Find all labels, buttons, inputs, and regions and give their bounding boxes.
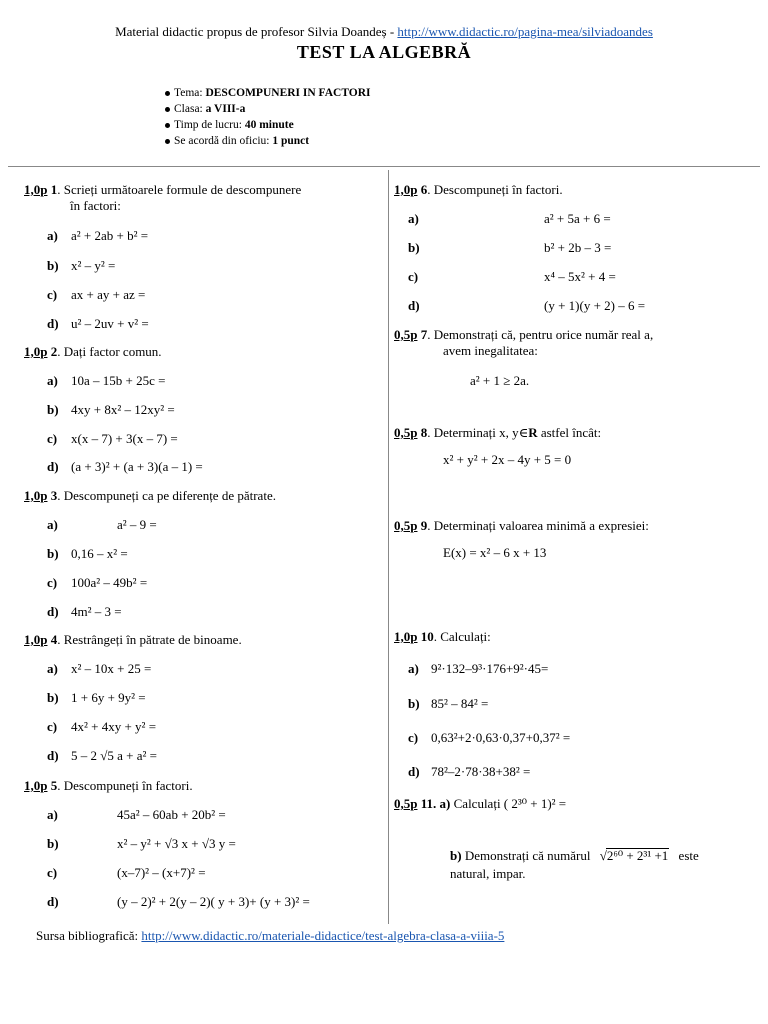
bullet-icon: [165, 91, 170, 96]
item-label: c): [408, 730, 419, 745]
item-label: c): [47, 287, 58, 302]
expression: x² – y² =: [71, 258, 116, 273]
info-class: Clasa: a VIII-a: [165, 103, 245, 115]
column-divider: [388, 170, 389, 924]
item-label: a): [408, 211, 419, 226]
question-7-line2: avem inegalitatea:: [443, 343, 538, 358]
expression: b² + 2b – 3 =: [544, 240, 612, 255]
item-label: d): [47, 748, 59, 763]
question-8: 0,5p 8. Determinați x, y∈R astfel încât:: [394, 425, 602, 440]
expression: a² – 9 =: [117, 517, 157, 532]
item-label: b): [408, 696, 420, 711]
expression: x² – y² + √3 x + √3 y =: [117, 836, 236, 851]
question-5: 1,0p 5. Descompuneți în factori.: [24, 778, 193, 793]
expression: (y + 1)(y + 2) – 6 =: [544, 298, 646, 313]
expression-e: E(x) = x² – 6 x + 13: [443, 545, 547, 560]
equation: x² + y² + 2x – 4y + 5 = 0: [443, 452, 572, 467]
item-label: c): [47, 575, 58, 590]
item-label: d): [47, 604, 59, 619]
item-label: b): [47, 402, 59, 417]
inequality: a² + 1 ≥ 2a.: [470, 373, 530, 388]
item-label: d): [47, 894, 59, 909]
expression: x⁴ – 5x² + 4 =: [544, 269, 616, 284]
question-7: 0,5p 7. Demonstrați că, pentru orice număr real a,: [394, 327, 654, 342]
radicand: 2⁶⁰ + 2³¹ +1: [606, 848, 669, 863]
item-label: a): [408, 661, 419, 676]
expression: 5 – 2 √5 a + a² =: [71, 748, 157, 763]
item-label: a): [47, 228, 58, 243]
item-label: a): [47, 517, 58, 532]
expression: 4x² + 4xy + y² =: [71, 719, 157, 734]
expression: 4xy + 8x² – 12xy² =: [71, 402, 175, 417]
header-prefix: Material didactic propus de profesor Silvia Doandeș -: [115, 24, 398, 39]
expression: 4m² – 3 =: [71, 604, 122, 619]
expression: 1 + 6y + 9y² =: [71, 690, 146, 705]
expression: a² + 2ab + b² =: [71, 228, 149, 243]
item-label: a): [47, 373, 58, 388]
item-label: d): [47, 459, 59, 474]
author-link[interactable]: http://www.didactic.ro/pagina-mea/silviadoandes: [397, 24, 653, 39]
question-1-line2: în factori:: [70, 198, 121, 213]
item-label: a): [47, 661, 58, 676]
expression: a² + 5a + 6 =: [544, 211, 611, 226]
footer-source: [36, 928, 504, 944]
item-label: c): [47, 865, 58, 880]
question-9: 0,5p 9. Determinați valoarea minimă a expresiei:: [394, 518, 649, 533]
expression: 0,16 – x² =: [71, 546, 128, 561]
info-time: Timp de lucru: 40 minute: [165, 119, 294, 131]
item-label: b): [408, 240, 420, 255]
expression: (x–7)² – (x+7)² =: [117, 865, 206, 880]
item-label: b): [47, 690, 59, 705]
question-11: 0,5p 11. a) Calculați ( 2³⁰ + 1)² =: [394, 796, 567, 811]
item-label: b): [47, 546, 59, 561]
question-6: 1,0p 6. Descompuneți în factori.: [394, 182, 563, 197]
question-2: 1,0p 2. Dați factor comun.: [24, 344, 162, 359]
expression: ax + ay + az =: [71, 287, 146, 302]
question-4: 1,0p 4. Restrângeți în pătrate de binoame.: [24, 632, 242, 647]
item-label: a): [47, 807, 58, 822]
info-bonus: Se acordă din oficiu: 1 punct: [165, 135, 309, 147]
expression: 100a² – 49b² =: [71, 575, 148, 590]
expression: 10a – 15b + 25c =: [71, 373, 166, 388]
bullet-icon: [165, 139, 170, 144]
expression: 78²–2·78·38+38² =: [431, 764, 531, 779]
item-label: d): [408, 764, 420, 779]
info-topic: Tema: DESCOMPUNERI IN FACTORI: [165, 87, 371, 99]
expression: (y – 2)² + 2(y – 2)( y + 3)+ (y + 3)² =: [117, 894, 310, 909]
bullet-icon: [165, 107, 170, 112]
source-link[interactable]: http://www.didactic.ro/materiale-didactice/test-algebra-clasa-a-viiia-5: [141, 928, 505, 943]
item-label: d): [47, 316, 59, 331]
item-label: b): [47, 258, 59, 273]
question-3: 1,0p 3. Descompuneți ca pe diferențe de pătrate.: [24, 488, 276, 503]
item-label: d): [408, 298, 420, 313]
question-10: 1,0p 10. Calculați:: [394, 629, 491, 644]
expression: 85² – 84² =: [431, 696, 489, 711]
item-label: c): [408, 269, 419, 284]
horizontal-divider: [8, 166, 760, 167]
page-title: TEST LA ALGEBRĂ: [296, 42, 472, 62]
expression: 45a² – 60ab + 20b² =: [117, 807, 226, 822]
expression: 0,63²+2·0,63·0,37+0,37² =: [431, 730, 571, 745]
footer-prefix: Sursa bibliografică:: [36, 928, 142, 943]
bullet-icon: [165, 123, 170, 128]
expression: 9²·132–9³·176+9²·45=: [431, 661, 549, 676]
expression: x² – 10x + 25 =: [71, 661, 152, 676]
item-label: c): [47, 719, 58, 734]
question-11-b: b) Demonstrați că numărul √2⁶⁰ + 2³¹ +1 este: [450, 848, 699, 863]
item-label: b): [47, 836, 59, 851]
question-1: 1,0p 1. Scrieți următoarele formule de descompunere: [24, 182, 302, 197]
question-11-b-line2: natural, impar.: [450, 866, 526, 881]
expression: x(x – 7) + 3(x – 7) =: [71, 431, 178, 446]
expression: u² – 2uv + v² =: [71, 316, 149, 331]
item-label: c): [47, 431, 58, 446]
header: [0, 24, 768, 40]
expression: (a + 3)² + (a + 3)(a – 1) =: [71, 459, 203, 474]
